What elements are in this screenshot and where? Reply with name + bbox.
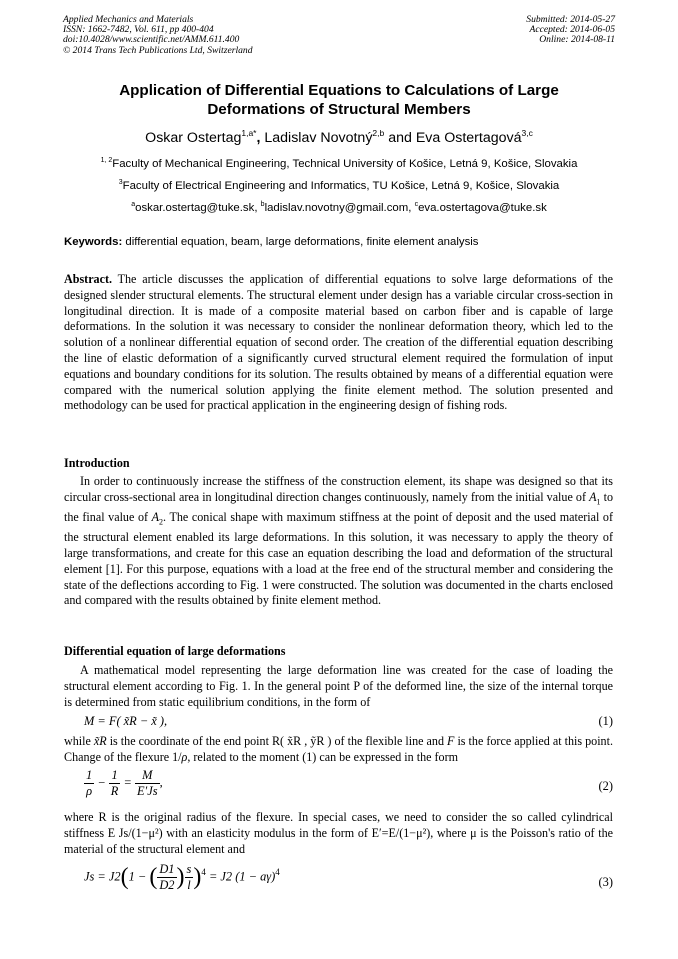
p2-text-a: while (64, 734, 94, 748)
author-3: Eva Ostertagová (415, 130, 522, 146)
author-3-sup: 3,c (521, 128, 533, 138)
affiliation-1-text: Faculty of Mechanical Engineering, Technical University of Košice, Letná 9, Košice, Slovakia (112, 158, 578, 170)
section2-paragraph-3: where R is the original radius of the flexure. In special cases, we need to consider the so called cylindrical stiffness E Js/(1−μ²) with an elasticity modulus in the form of E′=E/(1−μ²), where μ is the Poisson's ratio of the material of the structural element and (64, 810, 613, 856)
eq2-ej: E′Js (136, 784, 158, 798)
email-b-sup: b (260, 201, 265, 208)
email-a-sup: a (131, 201, 136, 208)
section2-paragraph-2 (64, 734, 613, 766)
frac-d1-over-d2 (157, 862, 176, 893)
author-2-sup: 2,b (372, 128, 385, 138)
title-line-2: Deformations of Structural Members (207, 101, 471, 118)
eq2-comma: , (159, 775, 163, 790)
abstract-text: The article discusses the application of differential equations to solve large deformations of the designed slender structural elements. The structural element under design has a variable circular cross-section in longitudinal direction. It is made of a composite material based on carbon fiber and is capable of large deformations. In the solution it was necessary to consider the nonlinear deformation theory, which led to the solution of a nonlinear differential equation of second order. The creation of the differential equation describing the line of elastic deformation of a significantly curved structural element required the formulation of input equations and boundary conditions for its solution. The results obtained by means of a differential equation were compared with the numerical solution applying the finite element method. The solution presented and methodology can be used for practical application in the engineering design of fishing rods. (64, 272, 613, 413)
journal-name: Applied Mechanics and Materials (63, 14, 194, 25)
frac-m-over-ej (135, 768, 160, 799)
keywords (64, 236, 479, 248)
frac-s-over-l (185, 862, 194, 893)
title-line-1: Application of Differential Equations to Calculations of Large (119, 82, 559, 99)
eq3-d2: D2 (159, 878, 175, 892)
email-c: eva.ostertagova@tuke.sk (418, 202, 547, 214)
p2-text-b: is the coordinate of the end point R( x̃R , ỹR ) of the flexible line and (106, 734, 448, 748)
p2-sym: x̃R (93, 734, 107, 748)
affiliation-1 (40, 157, 638, 170)
paper-title (60, 81, 618, 119)
p2-rho: ρ (181, 749, 188, 764)
email-a: oskar.ostertag@tuke.sk, (135, 202, 261, 214)
author-1-sup: 1,a* (241, 128, 257, 138)
eq2-num1: 1 (86, 768, 93, 782)
submission-dates (526, 15, 615, 46)
keywords-label: Keywords: (64, 236, 123, 248)
keywords-text: differential equation, beam, large deformations, finite element analysis (122, 236, 479, 248)
p2-f: F (447, 734, 455, 748)
intro-text-1: In order to continuously increase the stiffness of the construction element, its shape was designed so that its circular cross-sectional area in longitudinal direction changes continuously, namely from the initial value of (64, 474, 613, 504)
journal-info (63, 15, 253, 56)
submitted-date: Submitted: 2014-05-27 (526, 14, 615, 25)
author-sep-2: and (384, 130, 416, 146)
eq3-s: s (186, 862, 192, 876)
section2-paragraph-1: A mathematical model representing the large deformation line was created for the case of loading the structural element according to Fig. 1. In the general point P of the deformed line, the size of the internal torque is determined from static equilibrium conditions, in the form of (64, 663, 613, 709)
intro-a2-sub: 2 (159, 517, 164, 527)
abstract-label: Abstract. (64, 272, 113, 286)
issn-line: ISSN: 1662-7482, Vol. 611, pp 400-404 (63, 24, 214, 36)
affiliation-2-text: Faculty of Electrical Engineering and Informatics, TU Košice, Letná 9, Košice, Slovakia (122, 180, 560, 192)
eq2-m: M (135, 768, 160, 784)
equation-3-number: (3) (598, 875, 613, 889)
email-b: ladislav.novotny@gmail.com, (264, 202, 415, 214)
equation-1-body: M = F( x̃R − x̃ ), (84, 714, 168, 728)
affiliation-1-sup: 1, 2 (100, 157, 113, 164)
eq3-exp: 4 (201, 867, 206, 878)
affiliation-2-sup: 3 (118, 179, 123, 186)
affiliation-2 (40, 179, 638, 192)
introduction-paragraph (64, 474, 613, 609)
email-c-sup: c (414, 201, 419, 208)
eq2-r: R (110, 784, 119, 798)
intro-a1-sub: 1 (596, 497, 601, 507)
equation-2-body (84, 768, 163, 799)
author-2: Ladislav Novotný (264, 130, 373, 146)
eq3-inner: 1 − (128, 869, 150, 884)
frac-1-over-r (109, 768, 121, 799)
frac-1-over-rho (84, 768, 94, 799)
copyright-line: © 2014 Trans Tech Publications Ltd, Switzerland (63, 44, 253, 56)
eq3-d1: D1 (159, 862, 175, 876)
equation-3 (64, 862, 613, 904)
intro-text-3: . The conical shape with maximum stiffness at the point of deposit and the used material of the structural element enabled its large deformations. In this solution, it was necessary to apply the theory of large transformations, and create for this case an equation describing the load and deformation of the structural element [1]. For this purpose, equations with a load at the free end of the structural member and considering the state of the deflections according to Fig. 1 were constructed. The solution was documented in the charts enclosed and compared with the results obtained by finite element method. (64, 510, 613, 608)
p2-text-d: , related to the moment (1) can be expressed in the form (187, 749, 459, 764)
eq2-rho: ρ (86, 784, 93, 798)
eq3-exp2: 4 (275, 867, 280, 878)
author-emails (40, 201, 638, 214)
p2-text-c: is the force applied at this point. Change of the flexure 1/ (64, 734, 613, 764)
author-1: Oskar Ostertag (145, 130, 242, 146)
author-sep-1: , (256, 130, 265, 146)
eq2-equals: = (123, 775, 132, 790)
section2-heading: Differential equation of large deformations (64, 644, 286, 658)
equation-3-body: Js = J2(1 − ( $\frac{D1}{D2}$ ) $\frac{s}{l}$ )$^4$ = J2 $(1 - a\gamma)^4$ (84, 862, 280, 892)
eq3-l: l (187, 878, 191, 892)
author-list (60, 128, 618, 146)
equation-2-number: (2) (598, 779, 613, 793)
abstract (64, 272, 613, 414)
intro-text-2: to the final value of (64, 489, 614, 524)
equation-1-number: (1) (598, 714, 613, 728)
introduction-heading: Introduction (64, 456, 130, 470)
eq3-rhs: = J2 (1 − aγ) (208, 869, 276, 884)
intro-a1: A (589, 489, 597, 504)
intro-a2: A (151, 510, 160, 524)
eq2-num2: 1 (109, 768, 121, 784)
doi-line: doi:10.4028/www.scientific.net/AMM.611.400 (63, 34, 240, 46)
online-date: Online: 2014-08-11 (539, 34, 615, 46)
equation-2 (64, 768, 613, 808)
accepted-date: Accepted: 2014-06-05 (529, 24, 615, 36)
eq3-lhs: Js = J2 (84, 869, 121, 884)
eq2-minus: − (97, 775, 106, 790)
